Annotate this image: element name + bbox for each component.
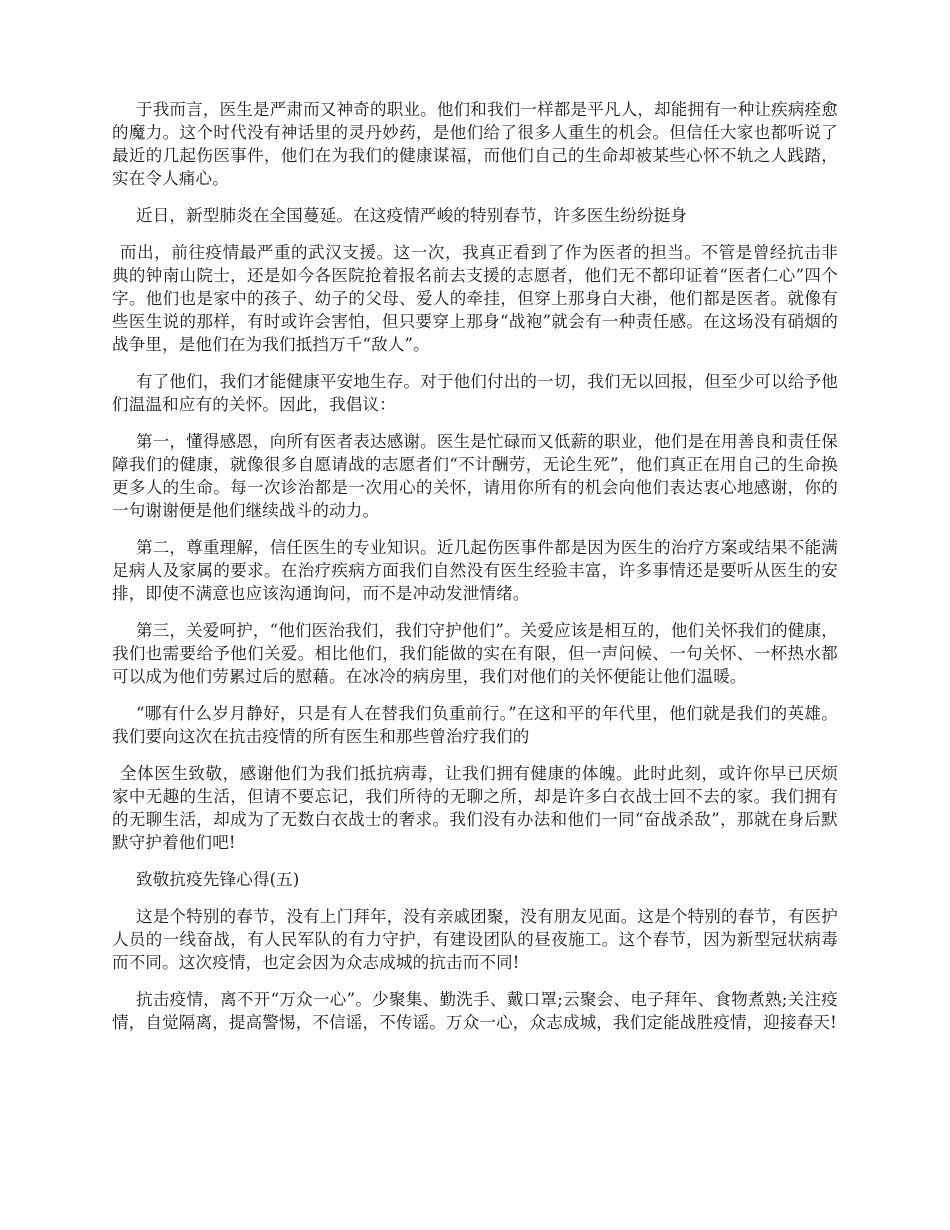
document-body <box>112 98 838 1048</box>
paragraph: 这是个特别的春节，没有上门拜年，没有亲戚团聚，没有朋友见面。这是个特别的春节，有医护人员的一线奋战，有人民军队的有力守护，有建设团队的昼夜施工。这个春节，因为新型冠状病毒而不同。这次疫情，也定会因为众志成城的抗击而不同! <box>112 907 838 972</box>
paragraph: 而出，前往疫情最严重的武汉支援。这一次，我真正看到了作为医者的担当。不管是曾经抗击非典的钟南山院士，还是如今各医院抢着报名前去支援的志愿者，他们无不都印证着“医者仁心”四个字。他们也是家中的孩子、幼子的父母、爱人的牵挂，但穿上那身白大褂，他们都是医者。就像有些医生说的那样，有时或许会害怕，但只要穿上那身“战袍”就会有一种责任感。在这场没有硝烟的战争里，是他们在为我们抵挡万千“敌人”。 <box>112 243 838 354</box>
paragraph: 近日，新型肺炎在全国蔓延。在这疫情严峻的特别春节，许多医生纷纷挺身 <box>136 206 688 225</box>
section-heading: 致敬抗疫先锋心得(五) <box>136 870 300 889</box>
paragraph: 于我而言，医生是严肃而又神奇的职业。他们和我们一样都是平凡人，却能拥有一种让疾病痊愈的魔力。这个时代没有神话里的灵丹妙药，是他们给了很多人重生的机会。但信任大家也都听说了最近的几起伤医事件，他们在为我们的健康谋福，而他们自己的生命却被某些心怀不轨之人践踏，实在令人痛心。 <box>112 100 838 188</box>
paragraph: 第三，关爱呵护，“他们医治我们，我们守护他们”。关爱应该是相互的，他们关怀我们的健康，我们也需要给予他们关爱。相比他们，我们能做的实在有限，但一声问候、一句关怀、一杯热水都可以成为他们劳累过后的慰藉。在冰冷的病房里，我们对他们的关怀便能让他们温暖。 <box>112 621 838 686</box>
paragraph: 第二，尊重理解，信任医生的专业知识。近几起伤医事件都是因为医生的治疗方案或结果不能满足病人及家属的要求。在治疗疾病方面我们自然没有医生经验丰富，许多事情还是要听从医生的安排，即使不满意也应该沟通询问，而不是冲动发泄情绪。 <box>112 538 838 603</box>
paragraph: 有了他们，我们才能健康平安地生存。对于他们付出的一切，我们无以回报，但至少可以给予他们温温和应有的关怀。因此，我倡议： <box>112 372 838 414</box>
paragraph: 抗击疫情，离不开“万众一心”。少聚集、勤洗手、戴口罩;云聚会、电子拜年、食物煮熟;关注疫情，自觉隔离，提高警惕，不信谣，不传谣。万众一心，众志成城，我们定能战胜疫情，迎接春天! <box>112 990 838 1032</box>
paragraph: 第一，懂得感恩，向所有医者表达感谢。医生是忙碌而又低薪的职业，他们是在用善良和责任保障我们的健康，就像很多自愿请战的志愿者们“不计酬劳，无论生死”，他们真正在用自己的生命换更多人的生命。每一次诊治都是一次用心的关怀，请用你所有的机会向他们表达衷心地感谢，你的一句谢谢便是他们继续战斗的动力。 <box>112 432 838 520</box>
paragraph: 全体医生致敬，感谢他们为我们抵抗病毒，让我们拥有健康的体魄。此时此刻，或许你早已厌烦家中无趣的生活，但请不要忘记，我们所待的无聊之所，却是许多白衣战士回不去的家。我们拥有的无聊生活，却成为了无数白衣战士的奢求。我们没有办法和他们一同“奋战杀敌”，那就在身后默默守护着他们吧! <box>112 764 838 852</box>
paragraph: “哪有什么岁月静好，只是有人在替我们负重前行。”在这和平的年代里，他们就是我们的英雄。我们要向这次在抗击疫情的所有医生和那些曾治疗我们的 <box>112 704 838 746</box>
